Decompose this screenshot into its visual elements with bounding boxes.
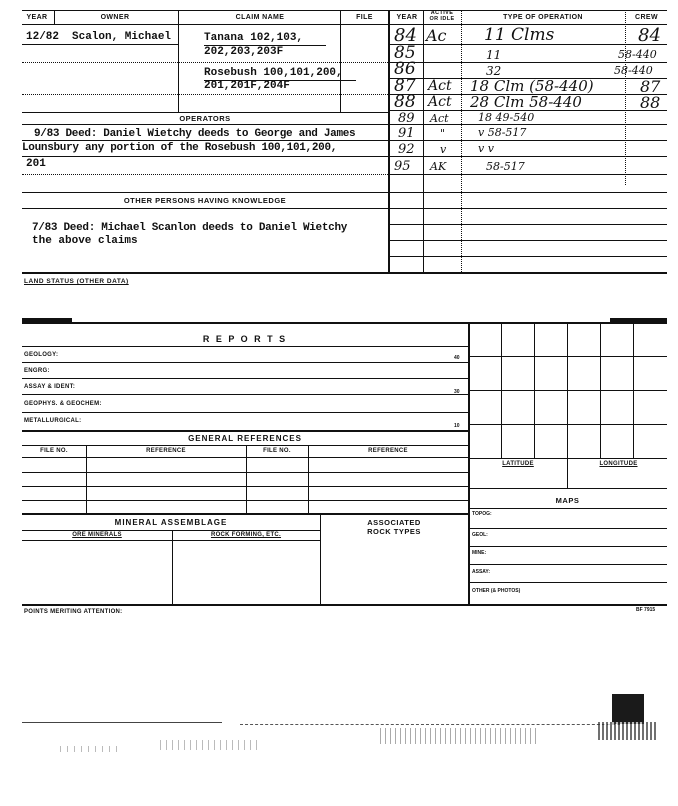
activity-row-line	[388, 192, 667, 193]
row-line	[22, 44, 178, 45]
operators-top-border	[22, 112, 388, 113]
activity-status: "	[440, 127, 446, 140]
maps-row-line	[468, 546, 667, 547]
activity-year: 86	[394, 59, 416, 79]
mineral-assemblage-title: MINERAL ASSEMBLAGE	[114, 518, 228, 527]
latlong-divider	[567, 458, 568, 488]
reports-title: R E P O R T S	[202, 334, 288, 344]
row-line	[22, 62, 388, 63]
gr-reference-1: REFERENCE	[146, 448, 186, 454]
gr-row-line	[22, 500, 468, 501]
gr-file-no-2: FILE NO.	[263, 448, 291, 454]
maps-title-border	[468, 508, 667, 509]
operators-title: OPERATORS	[179, 114, 231, 123]
gr-reference-2: REFERENCE	[368, 448, 408, 454]
gr-col-divider	[308, 445, 309, 513]
report-row-line	[22, 394, 468, 395]
activity-year: 95	[394, 159, 411, 174]
activity-crew: 84	[638, 25, 661, 46]
main-divider	[388, 10, 390, 272]
top-section-bottom-border	[22, 272, 667, 274]
col-divider	[340, 10, 341, 112]
activity-row-line	[388, 240, 667, 241]
col-divider	[423, 10, 424, 272]
owner-date: 12/82	[26, 31, 60, 43]
activity-row-line	[388, 224, 667, 225]
maps-topog: TOPOG:	[472, 511, 492, 517]
land-status-label: LAND STATUS (OTHER DATA)	[24, 278, 129, 285]
header-year: YEAR	[26, 14, 48, 21]
maps-row-line	[468, 582, 667, 583]
operators-line-1: 9/83 Deed: Daniel Wietchy deeds to George and James	[34, 128, 356, 140]
grid-line	[468, 390, 667, 391]
activity-status: v	[440, 143, 447, 156]
activity-year: 88	[394, 92, 416, 112]
scan-mark	[610, 318, 667, 324]
scan-noise	[380, 728, 540, 744]
report-row-line	[22, 378, 468, 379]
header-crew: CREW	[635, 14, 658, 21]
activity-year: 87	[394, 76, 416, 96]
activity-year: 84	[394, 25, 417, 46]
maps-row-line	[468, 528, 667, 529]
gr-col-divider	[246, 445, 247, 513]
longitude-label: LONGITUDE	[599, 461, 638, 467]
report-row-line	[22, 412, 468, 413]
activity-row-line	[388, 140, 667, 141]
activity-crew: 88	[640, 93, 661, 112]
report-row-line	[22, 362, 468, 363]
ma-rock-forming: ROCK FORMING, ETC.	[210, 532, 282, 538]
reports-top-border	[22, 322, 667, 324]
maps-title: MAPS	[555, 496, 580, 505]
form-number: BF 7915	[636, 607, 656, 613]
report-num: 40	[454, 355, 460, 361]
activity-type: 58-517	[486, 160, 525, 173]
activity-type: 32	[486, 64, 502, 78]
header-year-activity: YEAR	[396, 14, 418, 21]
header-active	[424, 10, 460, 22]
scan-mark	[22, 318, 72, 324]
scan-blot	[612, 694, 644, 724]
associated-line2: ROCK TYPES	[367, 527, 421, 536]
latitude-label: LATITUDE	[502, 461, 534, 467]
gr-bottom-border	[22, 513, 468, 515]
operators-title-border	[22, 124, 388, 125]
activity-row-line	[388, 208, 667, 209]
report-num: 30	[454, 389, 460, 395]
knowledge-line-2: the above claims	[32, 235, 138, 247]
activity-type: 18 Clm (58-440)	[470, 77, 594, 95]
ma-title-border	[22, 530, 320, 531]
activity-year: 89	[398, 111, 415, 126]
report-section-border	[22, 430, 468, 432]
ma-header-border	[22, 540, 320, 541]
activity-year: 91	[398, 126, 415, 141]
knowledge-line-1: 7/83 Deed: Michael Scanlon deeds to Daniel Wietchy	[32, 222, 348, 234]
header-active-line2: OR IDLE	[429, 16, 455, 22]
report-metallurgical: METALLURGICAL:	[24, 418, 82, 424]
activity-crew: 58-440	[618, 48, 657, 61]
activity-type: 11	[486, 48, 502, 62]
col-divider	[54, 10, 55, 24]
activity-crew: 58-440	[614, 64, 653, 77]
report-assay: ASSAY & IDENT:	[24, 384, 76, 390]
activity-status: Act	[428, 78, 452, 94]
activity-year: 85	[394, 43, 416, 63]
row-line	[22, 156, 388, 157]
header-active-line1: ACTIVE	[430, 10, 454, 16]
header-type-of-operation: TYPE OF OPERATION	[503, 14, 583, 21]
scan-noise	[60, 746, 120, 752]
operators-line-3: 201	[26, 158, 46, 170]
row-line	[22, 174, 388, 175]
activity-row-line	[388, 256, 667, 257]
right-block-divider	[468, 322, 470, 604]
row-line	[22, 94, 388, 95]
col-divider	[178, 10, 179, 112]
activity-crew: 87	[640, 77, 661, 96]
grid-line	[468, 356, 667, 357]
scan-noise	[160, 740, 260, 750]
reports-bottom-border	[22, 604, 667, 606]
activity-type: 18 49-540	[478, 111, 535, 124]
gr-file-no-1: FILE NO.	[40, 448, 68, 454]
owner-name: Scalon, Michael	[72, 31, 172, 43]
associated-rock-types	[320, 518, 468, 536]
top-border	[22, 10, 667, 11]
knowledge-title: OTHER PERSONS HAVING KNOWLEDGE	[123, 196, 287, 205]
gr-row-line	[22, 472, 468, 473]
header-owner: OWNER	[100, 14, 130, 21]
maps-other: OTHER (& PHOTOS)	[472, 588, 521, 594]
ma-col-divider	[172, 530, 173, 604]
report-engrg: ENGRG:	[24, 368, 50, 374]
report-geophys: GEOPHYS. & GEOCHEM:	[24, 401, 102, 407]
activity-year: 92	[398, 142, 415, 157]
associated-line1: ASSOCIATED	[367, 518, 421, 527]
col-divider	[461, 10, 462, 272]
maps-mine: MINE:	[472, 550, 487, 556]
header-file: FILE	[356, 14, 373, 21]
general-references-title: GENERAL REFERENCES	[188, 434, 302, 443]
points-meriting-attention: POINTS MERITING ATTENTION:	[24, 609, 123, 615]
scan-blot	[598, 722, 656, 740]
activity-type: 28 Clm 58-440	[470, 93, 582, 111]
claim-line-1: Tanana 102,103,	[204, 32, 304, 44]
activity-status: AK	[430, 160, 447, 173]
header-bottom-border	[22, 24, 667, 25]
activity-type: v 58-517	[478, 126, 527, 139]
claim-line-3: Rosebush 100,101,200,	[204, 67, 343, 79]
col-divider	[625, 10, 626, 185]
activity-status: Ac	[426, 26, 447, 45]
maps-geol: GEOL:	[472, 532, 488, 538]
activity-type: v v	[478, 142, 494, 155]
activity-row-line	[388, 62, 667, 63]
gr-header-border	[22, 457, 468, 458]
operators-line-2: Lounsbury any portion of the Rosebush 100,101,200,	[22, 142, 338, 154]
gr-row-line	[22, 486, 468, 487]
maps-assay: ASSAY:	[472, 569, 491, 575]
grid-line	[468, 424, 667, 425]
knowledge-top-border	[22, 192, 388, 193]
gr-title-border	[22, 445, 468, 446]
ma-ore-minerals: ORE MINERALS	[72, 532, 122, 538]
maps-row-line	[468, 564, 667, 565]
activity-row-line	[388, 174, 667, 175]
activity-status: Act	[428, 94, 452, 110]
report-num: 10	[454, 423, 460, 429]
scan-line	[240, 724, 620, 725]
row-line	[22, 140, 388, 141]
claim-line-2: 202,203,203F	[204, 46, 284, 58]
gr-col-divider	[86, 445, 87, 513]
activity-row-line	[388, 156, 667, 157]
scan-line	[22, 722, 222, 723]
latlong-border	[468, 488, 667, 489]
knowledge-title-border	[22, 208, 388, 209]
activity-status: Act	[430, 112, 449, 125]
report-geology: GEOLOGY:	[24, 352, 59, 358]
activity-type: 11 Clms	[484, 25, 555, 45]
header-claim-name: CLAIM NAME	[235, 14, 285, 21]
claim-line-4: 201,201F,204F	[204, 80, 290, 92]
reports-title-border	[22, 346, 468, 347]
